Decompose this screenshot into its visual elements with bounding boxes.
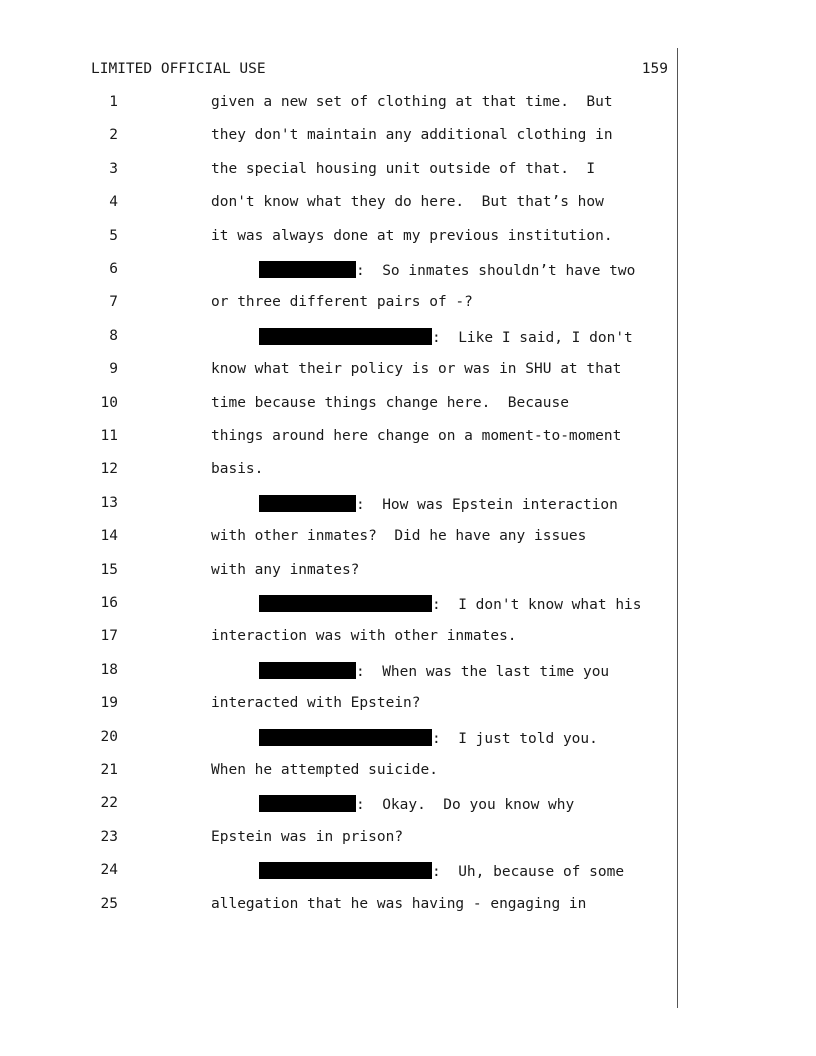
line-number: 19: [100, 695, 118, 711]
line-number: 13: [100, 495, 118, 511]
transcript-line: : I don't know what his: [432, 597, 642, 613]
transcript-line: interaction was with other inmates.: [211, 628, 517, 644]
line-number: 9: [109, 361, 118, 377]
line-number: 2: [109, 127, 118, 143]
line-number: 4: [109, 194, 118, 210]
transcript-line: : How was Epstein interaction: [356, 497, 618, 513]
line-number: 7: [109, 294, 118, 310]
line-number: 25: [100, 896, 118, 912]
transcript-line: allegation that he was having - engaging in: [211, 896, 587, 912]
redaction-bar: [259, 328, 432, 345]
speaker-line: [259, 495, 618, 513]
classification-header: LIMITED OFFICIAL USE: [91, 61, 266, 77]
transcript-line: it was always done at my previous institution.: [211, 228, 613, 244]
transcript-line: : Uh, because of some: [432, 864, 625, 880]
page-number: 159: [641, 61, 668, 77]
line-number: 12: [100, 461, 118, 477]
transcript-line: they don't maintain any additional clothing in: [211, 127, 613, 143]
transcript-line: : I just told you.: [432, 731, 598, 747]
line-number: 3: [109, 161, 118, 177]
line-number: 1: [109, 94, 118, 110]
line-number: 22: [100, 795, 118, 811]
transcript-line: : Like I said, I don't: [432, 330, 633, 346]
transcript-line: Epstein was in prison?: [211, 829, 404, 845]
line-number: 23: [100, 829, 118, 845]
transcript-line: don't know what they do here. But that’s how: [211, 194, 604, 210]
transcript-line: interacted with Epstein?: [211, 695, 421, 711]
redaction-bar: [259, 862, 432, 879]
speaker-line: [259, 595, 642, 613]
redaction-bar: [259, 595, 432, 612]
transcript-line: : So inmates shouldn’t have two: [356, 263, 636, 279]
line-number: 18: [100, 662, 118, 678]
line-number: 21: [100, 762, 118, 778]
margin-rule: [677, 48, 678, 1008]
transcript-line: time because things change here. Because: [211, 395, 569, 411]
transcript-line: things around here change on a moment-to-moment: [211, 428, 622, 444]
line-number: 6: [109, 261, 118, 277]
speaker-line: [259, 862, 624, 880]
transcript-line: When he attempted suicide.: [211, 762, 438, 778]
line-number: 8: [109, 328, 118, 344]
redaction-bar: [259, 261, 356, 278]
line-number: 20: [100, 729, 118, 745]
line-number: 16: [100, 595, 118, 611]
line-number: 15: [100, 562, 118, 578]
line-number: 11: [100, 428, 118, 444]
transcript-line: basis.: [211, 461, 264, 477]
line-number: 10: [100, 395, 118, 411]
line-number: 24: [100, 862, 118, 878]
transcript-line: with any inmates?: [211, 562, 360, 578]
transcript-line: the special housing unit outside of that. I: [211, 161, 596, 177]
speaker-line: [259, 795, 574, 813]
transcript-line: : Okay. Do you know why: [356, 797, 575, 813]
speaker-line: [259, 261, 635, 279]
transcript-line: with other inmates? Did he have any issues: [211, 528, 587, 544]
transcript-line: know what their policy is or was in SHU at that: [211, 361, 622, 377]
line-number: 14: [100, 528, 118, 544]
line-number: 17: [100, 628, 118, 644]
redaction-bar: [259, 495, 356, 512]
transcript-line: given a new set of clothing at that time. But: [211, 94, 613, 110]
speaker-line: [259, 662, 609, 680]
redaction-bar: [259, 795, 356, 812]
speaker-line: [259, 328, 633, 346]
transcript-line: or three different pairs of -?: [211, 294, 473, 310]
redaction-bar: [259, 662, 356, 679]
line-number: 5: [109, 228, 118, 244]
speaker-line: [259, 729, 598, 747]
redaction-bar: [259, 729, 432, 746]
transcript-line: : When was the last time you: [356, 664, 610, 680]
